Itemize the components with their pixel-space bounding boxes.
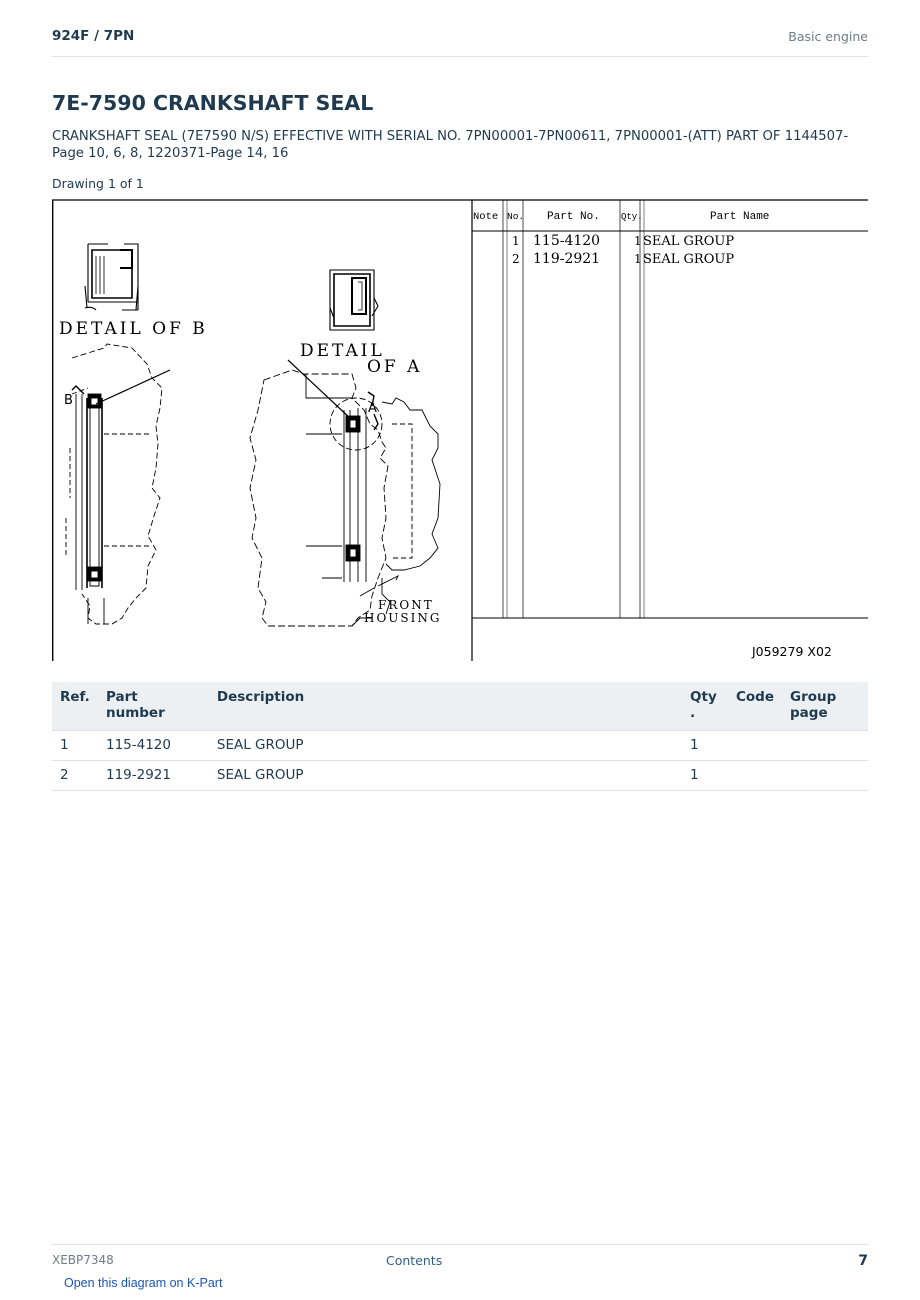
col-no-header: No. (507, 211, 525, 222)
housing-label: HOUSING (364, 611, 442, 625)
drawing-ref: J059279 X02 (752, 644, 832, 659)
parts-table-row (512, 251, 734, 267)
detail-a-label-1: DETAIL (300, 341, 385, 361)
kpart-link[interactable]: Open this diagram on K-Part (64, 1276, 223, 1290)
cell-group-page (782, 731, 868, 761)
page-footer (52, 1244, 868, 1273)
cell-description: SEAL GROUP (209, 761, 682, 791)
col-qty-header: Qty. (621, 212, 643, 222)
parts-drawing (52, 198, 868, 661)
cell-ref: 1 (52, 731, 98, 761)
cell-qty: 1 (682, 761, 728, 791)
drawing-svg (52, 198, 868, 661)
cell-code (728, 731, 782, 761)
model-label: 924F / 7PN (52, 28, 135, 44)
cell-qty: 1 (682, 731, 728, 761)
detail-b-illustration (85, 244, 138, 310)
callout-a: A (368, 401, 377, 416)
parts-list-table (52, 682, 868, 791)
cell-part-number: 115-4120 (98, 731, 209, 761)
svg-text:1: 1 (634, 234, 642, 248)
col-qty-header: Qty . (682, 682, 728, 731)
detail-a-label-2: OF A (367, 357, 423, 377)
col-ref-header: Ref. (52, 682, 98, 731)
cell-code (728, 761, 782, 791)
right-assembly (250, 360, 440, 626)
cell-part-number: 119-2921 (98, 761, 209, 791)
svg-text:1: 1 (634, 252, 642, 266)
callout-b: B (64, 393, 73, 408)
svg-text:115-4120: 115-4120 (533, 233, 601, 249)
document-id: XEBP7348 (52, 1253, 114, 1267)
parts-table-row (512, 233, 734, 249)
table-row (52, 731, 868, 761)
col-note-header: Note (473, 211, 499, 223)
svg-text:1: 1 (512, 234, 520, 248)
cell-ref: 2 (52, 761, 98, 791)
col-group-page-header: Group page (782, 682, 868, 731)
table-row (52, 761, 868, 791)
cell-description: SEAL GROUP (209, 731, 682, 761)
left-assembly (66, 344, 170, 624)
svg-text:SEAL GROUP: SEAL GROUP (643, 234, 735, 249)
svg-text:119-2921: 119-2921 (533, 251, 601, 267)
col-code-header: Code (728, 682, 782, 731)
col-partno-header: Part No. (547, 211, 600, 223)
contents-link[interactable]: Contents (386, 1253, 443, 1268)
part-description: CRANKSHAFT SEAL (7E7590 N/S) EFFECTIVE WITH SERIAL NO. 7PN00001-7PN00611, 7PN00001-(ATT) PART OF 1144507-Page 10, 6, 8, 1220371-Page 14, 16 (52, 129, 849, 161)
detail-a-illustration (330, 270, 378, 330)
col-description-header: Description (209, 682, 682, 731)
detail-b-label: DETAIL OF B (59, 319, 208, 339)
col-part-number-header: Part number (98, 682, 209, 731)
cell-group-page (782, 761, 868, 791)
front-label: FRONT (378, 598, 434, 612)
section-label: Basic engine (788, 29, 868, 44)
page-number: 7 (858, 1253, 868, 1269)
drawing-label: Drawing 1 of 1 (52, 176, 144, 191)
page-header (52, 28, 868, 57)
page-title: 7E-7590 CRANKSHAFT SEAL (52, 91, 374, 115)
svg-text:2: 2 (512, 252, 520, 266)
svg-text:SEAL GROUP: SEAL GROUP (643, 252, 735, 267)
table-header-row (52, 682, 868, 731)
col-partname-header: Part Name (710, 211, 770, 223)
